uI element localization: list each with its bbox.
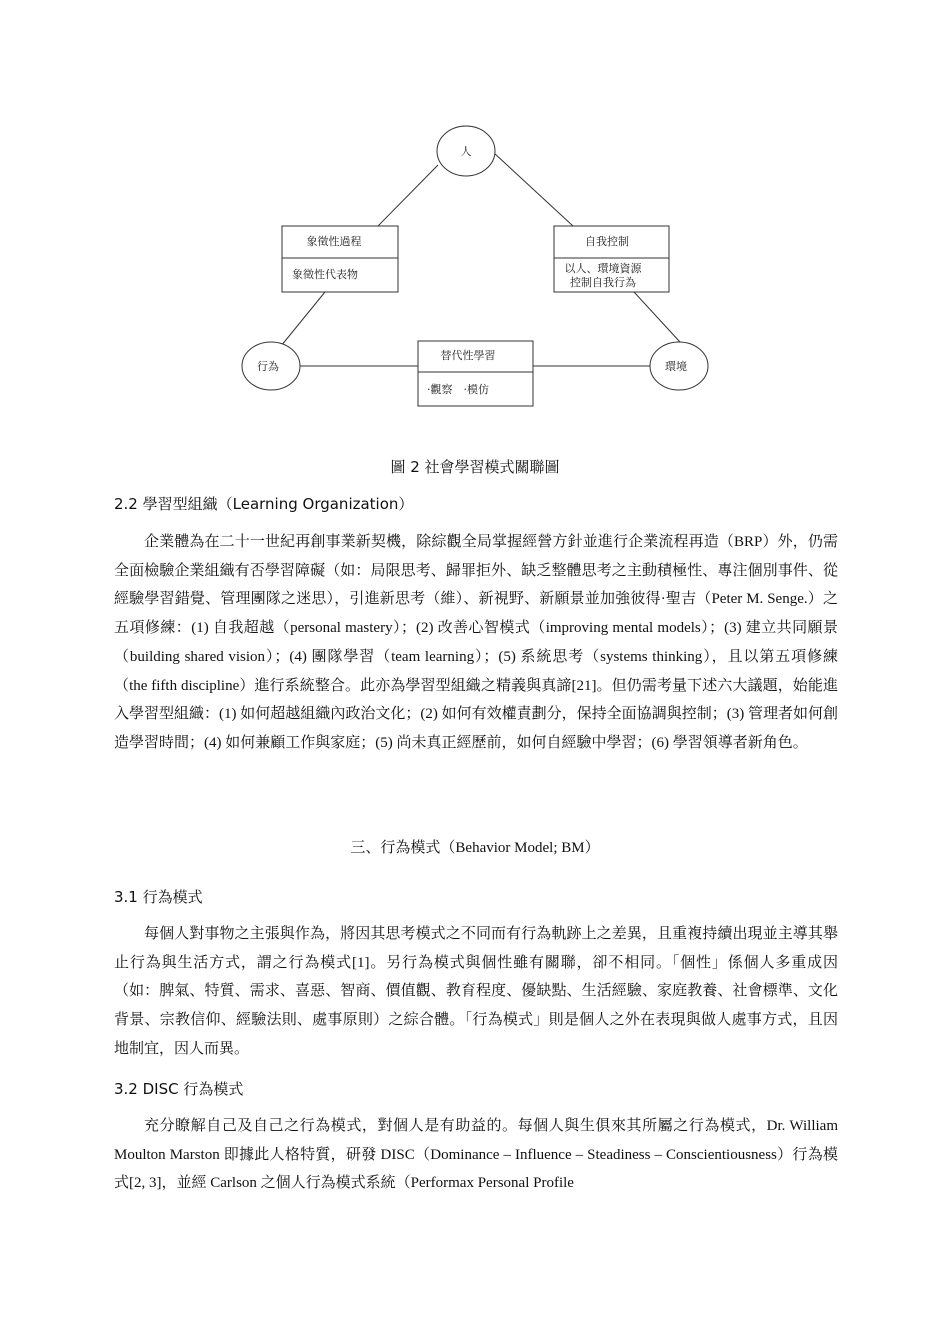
line-selfcontrol-environment <box>634 292 680 342</box>
person-node-label: 人 <box>460 145 472 158</box>
section-3-1-paragraph: 每個人對事物之主張與作為，將因其思考模式之不同而有行為軌跡上之差異，且重複持續出現並主導其舉止行為與生活方式，謂之行為模式[1]。另行為模式與個性雖有關聯，卻不相同。「個性」係個人多重成因（如：脾氣、特質、需求、喜惡、智商、價值觀、教育程度、優缺點、生活經驗、家庭教養、社會標準、文化背景、宗教信仰、經驗法則、處事原則）之綜合體。「行為模式」則是個人之外在表現與做人處事方式，且因地制宜，因人而異。 <box>114 926 838 1057</box>
figure-caption: 圖 2 社會學習模式關聯圖 <box>390 458 560 476</box>
section-2-2-heading: 2.2 學習型組織（Learning Organization） <box>114 495 414 513</box>
symbolic-process-title: 象徵性過程 <box>306 235 362 248</box>
line-person-selfcontrol <box>494 153 573 226</box>
self-control-body-line1: 以人、環境資源 <box>564 262 642 275</box>
vicarious-learning-title: 替代性學習 <box>440 349 496 362</box>
line-symbolic-behavior <box>281 292 325 346</box>
section-3-1-heading: 3.1 行為模式 <box>114 888 203 906</box>
self-control-body-line2: 控制自我行為 <box>570 276 636 289</box>
vicarious-learning-body: ·觀察 ·模仿 <box>427 383 489 396</box>
chapter-3-heading: 三、行為模式（Behavior Model; BM） <box>350 840 600 856</box>
self-control-title: 自我控制 <box>585 235 629 248</box>
line-person-symbolic <box>378 165 438 226</box>
behavior-node-label: 行為 <box>257 360 279 373</box>
social-learning-diagram <box>0 0 950 440</box>
section-2-2-paragraph: 企業體為在二十一世紀再創事業新契機，除綜觀全局掌握經營方針並進行企業流程再造（BRP）外，仍需全面檢驗企業組織有否學習障礙（如：局限思考、歸罪拒外、缺乏整體思考之主動積極性、專注個別事件、從經驗學習錯覺、管理團隊之迷思），引進新思考（維）、新視野、新願景並加強彼得·聖吉（Peter M. Senge.）之五項修練：(1) 自我超越（personal mastery）；(2) 改善心智模式（improving mental models）；(3) 建立共同願景（building shared vision）；(4) 團隊學習（team learning）；(5) 系統思考（systems thinking），且以第五項修練（the fifth discipline）進行系統整合。此亦為學習型組織之精義與真諦[21]。但仍需考量下述六大議題，始能進入學習型組織：(1) 如何超越組織內政治文化；(2) 如何有效權責劃分，保持全面協調與控制；(3) 管理者如何創造學習時間；(4) 如何兼顧工作與家庭；(5) 尚未真正經歷前，如何自經驗中學習；(6) 學習領導者新角色。 <box>114 534 838 751</box>
environment-node-label: 環境 <box>665 360 687 373</box>
section-3-2-paragraph: 充分瞭解自己及自己之行為模式，對個人是有助益的。每個人與生俱來其所屬之行為模式，Dr. William Moulton Marston 即據此人格特質，研發 DISC（Dominance – Influence – Steadiness – Conscientiousness）行為模式[2, 3]，並經 Carlson 之個人行為模式系統（Performax Personal Profile <box>114 1118 838 1192</box>
symbolic-process-body: 象徵性代表物 <box>292 268 358 281</box>
section-3-2-heading: 3.2 DISC 行為模式 <box>114 1080 244 1098</box>
